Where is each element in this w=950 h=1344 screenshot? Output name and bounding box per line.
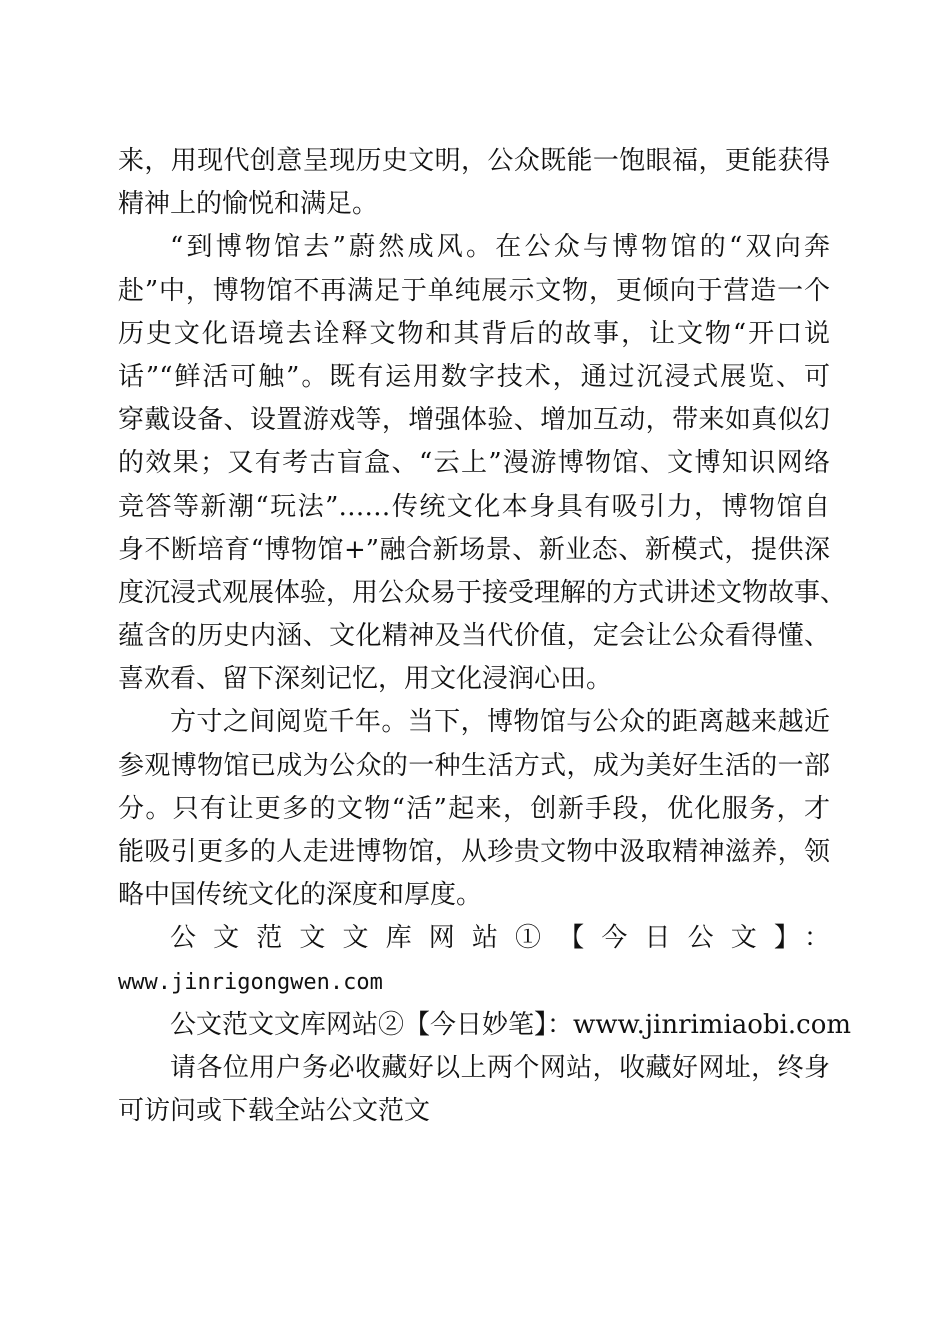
text-line: 参观博物馆已成为公众的一种生活方式，成为美好生活的一部 — [118, 750, 830, 781]
text-line: 身不断培育“博物馆+”融合新场景、新业态、新模式，提供深 — [118, 534, 830, 565]
text-line: 穿戴设备、设置游戏等，增强体验、增加互动，带来如真似幻 — [118, 405, 830, 436]
text-line: 度沉浸式观展体验，用公众易于接受理解的方式讲述文物故事、 — [118, 577, 847, 608]
paragraph-start-line: 方寸之间阅览千年。当下，博物馆与公众的距离越来越近 — [170, 707, 830, 738]
text-line: 可访问或下载全站公文范文 — [118, 1096, 431, 1127]
website-line-1: 公文范文文库网站①【今日公文】： — [170, 923, 830, 954]
text-line: 精神上的愉悦和满足。 — [118, 189, 379, 220]
text-line: 的效果；又有考古盲盒、“云上”漫游博物馆、文博知识网络 — [118, 448, 830, 479]
text-line: 历史文化语境去诠释文物和其背后的故事，让文物“开口说 — [118, 318, 830, 349]
document-body — [118, 140, 852, 1133]
text-line: 赴”中，博物馆不再满足于单纯展示文物，更倾向于营造一个 — [118, 275, 830, 306]
text-line: 蕴含的历史内涵、文化精神及当代价值，定会让公众看得懂、 — [118, 621, 830, 652]
text-line: 竞答等新潮“玩法”……传统文化本身具有吸引力，博物馆自 — [118, 491, 830, 522]
text-line: 略中国传统文化的深度和厚度。 — [118, 880, 483, 911]
text-line: 来，用现代创意呈现历史文明，公众既能一饱眼福，更能获得 — [118, 146, 830, 176]
paragraph-start-line: “到博物馆去”蔚然成风。在公众与博物馆的“双向奔 — [170, 232, 830, 263]
text-line: 喜欢看、留下深刻记忆，用文化浸润心田。 — [118, 664, 613, 695]
website-url-1: www.jinrigongwen.com — [118, 969, 383, 995]
text-line: 分。只有让更多的文物“活”起来，创新手段，优化服务，才 — [118, 793, 830, 824]
website-line-2: 公文范文文库网站②【今日妙笔】：www.jinrimiaobi.com — [170, 1009, 852, 1040]
text-line: 话”“鲜活可触”。既有运用数字技术，通过沉浸式展览、可 — [118, 361, 830, 392]
text-line: 能吸引更多的人走进博物馆，从珍贵文物中汲取精神滋养，领 — [118, 837, 830, 867]
paragraph-start-line: 请各位用户务必收藏好以上两个网站，收藏好网址，终身 — [170, 1052, 830, 1083]
